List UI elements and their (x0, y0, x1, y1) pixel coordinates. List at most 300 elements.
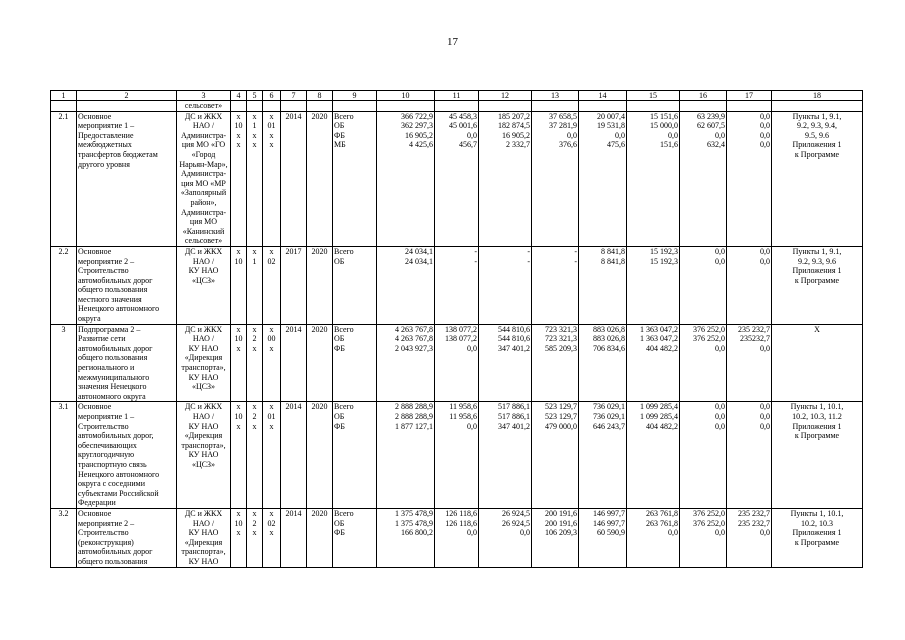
funding-source (333, 508, 377, 567)
funding-source-line: Всего (334, 324, 354, 334)
amount-value: 20 007,4 (597, 111, 625, 121)
program-table (50, 90, 863, 568)
amount-value: 0,0 (467, 130, 477, 140)
code-cell (231, 324, 247, 402)
code-value: х (236, 140, 241, 150)
executor-line: ДС и ЖКХ (184, 508, 223, 518)
amount-value: 1 363 047,2 (640, 334, 678, 344)
activity-name-line: Строительство (78, 528, 129, 538)
amount-value: 366 722,9 (401, 111, 433, 121)
continuation-cell (263, 101, 281, 112)
amount-cell (435, 111, 479, 246)
executor-line: сельсовет» (184, 236, 223, 246)
end-year: 2020 (307, 246, 333, 324)
amount-value: - (474, 246, 477, 256)
executor-line: КУ НАО (188, 343, 219, 353)
executor-line: «ЦСЗ» (191, 382, 216, 392)
code-value: х (269, 508, 274, 518)
activity-name-line: межбюджетных (78, 140, 132, 150)
amount-cell (627, 111, 680, 246)
amount-value: 2 332,7 (506, 140, 530, 150)
activity-name-line: местного значения (78, 294, 142, 304)
amount-cell (627, 246, 680, 324)
executor (177, 508, 231, 567)
reference-line: Пункты 1, 10.1, (790, 508, 844, 518)
reference-line: 10.2, 10.3 (801, 518, 833, 528)
funding-source-line: ОБ (334, 121, 345, 131)
reference (772, 324, 863, 402)
activity-name-line: Федерации (78, 498, 116, 508)
continuation-cell (247, 101, 263, 112)
amount-value: 479 000,0 (545, 421, 577, 431)
amount-value: 263 761,8 (646, 518, 678, 528)
funding-source-line: ФБ (334, 343, 345, 353)
amount-cell (377, 508, 435, 567)
amount-value: - (527, 256, 530, 266)
code-cell (247, 402, 263, 509)
code-value: х (269, 343, 274, 353)
reference-line: Приложения 1 (792, 140, 842, 150)
amount-value: 362 297,3 (401, 121, 433, 131)
amount-value: 0,0 (715, 412, 725, 421)
funding-source (333, 324, 377, 402)
amount-value: 347 401,2 (498, 421, 530, 431)
amount-value: 16 905,2 (502, 130, 530, 140)
funding-source-line: ОБ (334, 518, 345, 528)
executor-line: транспорта», (181, 547, 226, 557)
code-value: 1 (252, 121, 257, 131)
executor (177, 324, 231, 402)
code-cell (263, 324, 281, 402)
code-value: х (252, 421, 257, 431)
activity-name-line: автомобильных дорог, (78, 431, 154, 441)
column-header: 18 (772, 91, 863, 101)
table-row (51, 508, 863, 567)
amount-value: 37 281,9 (549, 121, 577, 131)
continuation-cell (680, 101, 727, 112)
column-header: 6 (263, 91, 281, 101)
amount-cell (680, 246, 727, 324)
executor-line: Администра- (180, 130, 227, 140)
code-value: х (236, 324, 241, 334)
executor-line: Администра- (180, 169, 227, 179)
funding-source-line: Всего (334, 508, 354, 518)
continuation-cell (281, 101, 307, 112)
amount-value: 8 841,8 (601, 256, 625, 266)
amount-value: 0,0 (760, 256, 770, 266)
amount-cell (532, 111, 579, 246)
activity-name-line: мероприятие 2 – (78, 256, 135, 266)
amount-cell (727, 111, 772, 246)
funding-source (333, 402, 377, 509)
funding-source-line: ОБ (334, 412, 345, 421)
column-header: 5 (247, 91, 263, 101)
amount-value: 45 001,6 (449, 121, 477, 131)
table-row (51, 111, 863, 246)
executor-line: ция МО «МР (181, 178, 226, 188)
reference-line: к Программе (794, 537, 840, 547)
activity-name-line: Основное (78, 402, 112, 412)
reference-line: к Программе (794, 275, 840, 285)
code-value: х (236, 246, 241, 256)
amount-value: 723 321,3 (545, 334, 577, 344)
end-year: 2020 (307, 402, 333, 509)
code-value: х (236, 111, 241, 121)
amount-value: 62 607,5 (697, 121, 725, 131)
executor-line: КУ НАО (188, 266, 219, 276)
reference-line: Приложения 1 (792, 266, 842, 276)
code-value: х (252, 111, 257, 121)
amount-cell (479, 402, 532, 509)
executor-line: НАО / (192, 518, 215, 528)
continuation-cell (627, 101, 680, 112)
executor-line: НАО / (192, 121, 215, 131)
start-year: 2014 (281, 508, 307, 567)
amount-cell (377, 246, 435, 324)
end-year: 2020 (307, 111, 333, 246)
activity-name-line: Ненецкого автономного (78, 469, 160, 479)
activity-name-line: значения Ненецкого (78, 382, 147, 392)
continuation-cell: сельсовет» (177, 101, 231, 112)
reference (772, 246, 863, 324)
executor-line: КУ НАО (188, 421, 219, 431)
activity-name-line: Подпрограмма 2 – (78, 324, 141, 334)
amount-value: 185 207,2 (498, 111, 530, 121)
amount-value: 63 239,9 (697, 111, 725, 121)
reference-line: 9.2, 9.3, 9.6 (798, 256, 836, 266)
amount-cell (579, 111, 627, 246)
code-cell (247, 324, 263, 402)
amount-value: 19 531,8 (597, 121, 625, 131)
amount-value: 235 232,7 (738, 518, 770, 528)
code-value: 10 (234, 518, 243, 528)
amount-value: 736 029,1 (593, 402, 625, 412)
amount-value: 4 263 767,8 (395, 324, 433, 334)
table-row (51, 246, 863, 324)
activity-name-line: (реконструкция) (78, 537, 134, 547)
activity-name-line: автомобильных дорог (78, 275, 153, 285)
amount-value: - (527, 246, 530, 256)
activity-name-line: Предоставление (78, 130, 134, 140)
amount-cell (579, 508, 627, 567)
code-value: 10 (234, 121, 243, 131)
amount-value: 0,0 (760, 412, 770, 421)
funding-source-line: ФБ (334, 421, 345, 431)
code-value: х (269, 246, 274, 256)
executor-line: КУ НАО (188, 528, 219, 538)
amount-value: 45 458,3 (449, 111, 477, 121)
amount-value: 235232,7 (740, 334, 770, 344)
amount-value: 376 252,0 (693, 518, 725, 528)
amount-value: 0,0 (715, 421, 725, 431)
funding-source-line: Всего (334, 111, 354, 121)
amount-value: 0,0 (760, 343, 770, 353)
amount-value: 0,0 (760, 246, 770, 256)
amount-value: 1 375 478,9 (395, 508, 433, 518)
end-year: 2020 (307, 324, 333, 402)
amount-value: 404 482,2 (646, 421, 678, 431)
continuation-cell (479, 101, 532, 112)
continuation-cell (435, 101, 479, 112)
amount-cell (579, 246, 627, 324)
executor-line: «Город (191, 149, 216, 159)
activity-name-line: Развитие сети (78, 334, 126, 344)
activity-name (77, 324, 177, 402)
amount-value: 0,0 (760, 121, 770, 131)
code-value: х (269, 324, 274, 334)
amount-value: 0,0 (715, 256, 725, 266)
amount-value: 544 810,6 (498, 324, 530, 334)
table-row (51, 324, 863, 402)
executor-line: «Канинский (182, 226, 225, 236)
continuation-cell (772, 101, 863, 112)
amount-cell (727, 324, 772, 402)
start-year: 2014 (281, 402, 307, 509)
amount-value: 1 877 127,1 (395, 421, 433, 431)
amount-value: 376 252,0 (693, 334, 725, 344)
amount-value: 126 118,6 (445, 518, 477, 528)
amount-value: 0,0 (715, 402, 725, 412)
amount-value: 475,6 (607, 140, 625, 150)
activity-name-line: другого уровня (78, 159, 130, 169)
code-value: х (269, 421, 274, 431)
executor-line: НАО / (192, 256, 215, 266)
amount-value: 2 888 288,9 (395, 412, 433, 421)
amount-value: 138 077,2 (445, 324, 477, 334)
code-value: 2 (252, 518, 257, 528)
code-value: х (236, 508, 241, 518)
code-cell (247, 111, 263, 246)
amount-value: 883 026,8 (593, 334, 625, 344)
reference-line: Пункты 1, 9.1, (792, 246, 842, 256)
amount-value: 24 034,1 (405, 256, 433, 266)
column-header: 11 (435, 91, 479, 101)
column-header: 7 (281, 91, 307, 101)
amount-cell (479, 111, 532, 246)
executor-line: транспорта», (181, 440, 226, 450)
amount-cell (680, 111, 727, 246)
continuation-cell (231, 101, 247, 112)
amount-cell (377, 111, 435, 246)
start-year: 2014 (281, 111, 307, 246)
amount-value: 376 252,0 (693, 324, 725, 334)
amount-value: 0,0 (520, 528, 530, 538)
amount-value: 0,0 (567, 130, 577, 140)
column-header: 9 (333, 91, 377, 101)
column-header: 17 (727, 91, 772, 101)
funding-source-line: ФБ (334, 130, 345, 140)
executor-line: ДС и ЖКХ (184, 324, 223, 334)
amount-value: 523 129,7 (545, 412, 577, 421)
code-value: х (252, 343, 257, 353)
amount-value: 0,0 (760, 140, 770, 150)
executor-line: НАО / (192, 334, 215, 344)
amount-value: 1 375 478,9 (395, 518, 433, 528)
amount-cell (479, 324, 532, 402)
amount-value: 0,0 (760, 402, 770, 412)
row-number: 3 (51, 324, 77, 402)
activity-name-line: округа с соседними (78, 479, 145, 489)
code-value: х (236, 421, 241, 431)
amount-cell (532, 324, 579, 402)
reference-line: Пункты 1, 9.1, (792, 111, 842, 121)
column-header: 15 (627, 91, 680, 101)
amount-cell (435, 402, 479, 509)
code-value: х (269, 111, 274, 121)
amount-value: 0,0 (760, 528, 770, 538)
amount-value: 151,6 (660, 140, 678, 150)
amount-value: 235 232,7 (738, 508, 770, 518)
code-value: х (269, 402, 274, 412)
code-value: х (236, 343, 241, 353)
amount-value: 544 810,6 (498, 334, 530, 344)
reference (772, 402, 863, 509)
amount-cell (532, 508, 579, 567)
amount-value: 376,6 (559, 140, 577, 150)
amount-value: 0,0 (668, 130, 678, 140)
activity-name-line: автомобильных дорог (78, 547, 153, 557)
code-value: х (252, 508, 257, 518)
amount-cell (532, 246, 579, 324)
activity-name-line: Основное (78, 111, 112, 121)
amount-cell (377, 324, 435, 402)
continuation-cell (532, 101, 579, 112)
activity-name-line: мероприятие 1 – (78, 121, 135, 131)
amount-cell (579, 402, 627, 509)
reference-line: Пункты 1, 10.1, (790, 402, 844, 412)
amount-cell (479, 246, 532, 324)
amount-cell (435, 324, 479, 402)
code-value: 00 (267, 334, 276, 344)
code-value: 2 (252, 334, 257, 344)
executor-line: «ЦСЗ» (191, 275, 216, 285)
funding-source (333, 111, 377, 246)
amount-value: 60 590,9 (597, 528, 625, 538)
amount-cell (727, 508, 772, 567)
executor (177, 402, 231, 509)
continuation-cell (377, 101, 435, 112)
amount-cell (627, 402, 680, 509)
code-cell (231, 246, 247, 324)
activity-name (77, 508, 177, 567)
amount-value: 146 997,7 (593, 508, 625, 518)
reference (772, 508, 863, 567)
activity-name-line: общего пользования (78, 285, 148, 295)
executor-line: ция МО «ГО (181, 140, 226, 150)
amount-value: 24 034,1 (405, 246, 433, 256)
amount-cell (680, 402, 727, 509)
code-value: 01 (267, 412, 276, 421)
code-cell (263, 246, 281, 324)
amount-cell (727, 246, 772, 324)
continuation-cell (727, 101, 772, 112)
code-value: 1 (252, 256, 257, 266)
code-value: х (269, 528, 274, 538)
column-header: 8 (307, 91, 333, 101)
funding-source-line: Всего (334, 402, 354, 412)
reference-line: 9.5, 9.6 (805, 130, 829, 140)
row-number: 2.2 (51, 246, 77, 324)
amount-value: 263 761,8 (646, 508, 678, 518)
activity-name-line: округа (78, 314, 101, 324)
code-value: х (252, 140, 257, 150)
executor-line: «Дирекция (184, 353, 223, 363)
activity-name-line: обеспечивающих (78, 440, 137, 450)
code-cell (263, 402, 281, 509)
amount-value: 0,0 (760, 421, 770, 431)
amount-value: 0,0 (715, 130, 725, 140)
executor-line: «ЦСЗ» (191, 459, 216, 469)
amount-value: 0,0 (760, 111, 770, 121)
amount-value: 736 029,1 (593, 412, 625, 421)
executor-line: «Дирекция (184, 537, 223, 547)
funding-source-line: Всего (334, 246, 354, 256)
amount-value: 1 099 285,4 (640, 412, 678, 421)
funding-source-line: ФБ (334, 528, 345, 538)
table-row (51, 402, 863, 509)
reference-line: 9.2, 9.3, 9.4, (797, 121, 837, 131)
continuation-row (51, 101, 863, 112)
executor-line: ДС и ЖКХ (184, 111, 223, 121)
amount-value: 15 151,6 (650, 111, 678, 121)
amount-cell (680, 324, 727, 402)
code-value: х (252, 528, 257, 538)
executor-line: ДС и ЖКХ (184, 246, 223, 256)
executor-line: Администра- (180, 207, 227, 217)
activity-name-line: Строительство (78, 421, 129, 431)
executor-line: КУ НАО (188, 372, 219, 382)
amount-cell (627, 324, 680, 402)
column-header: 12 (479, 91, 532, 101)
amount-value: 723 321,3 (545, 324, 577, 334)
column-header: 3 (177, 91, 231, 101)
row-number: 3.1 (51, 402, 77, 509)
executor-line: транспорта», (181, 363, 226, 373)
reference-line: к Программе (794, 431, 840, 441)
amount-cell (377, 402, 435, 509)
code-cell (247, 246, 263, 324)
amount-value: 706 834,6 (593, 343, 625, 353)
code-cell (231, 402, 247, 509)
code-value: 02 (267, 518, 276, 528)
amount-cell (579, 324, 627, 402)
column-header: 1 (51, 91, 77, 101)
executor-line: «Заполярный (180, 188, 227, 198)
amount-value: 11 958,6 (449, 412, 477, 421)
amount-value: 200 191,6 (545, 518, 577, 528)
amount-value: 0,0 (467, 343, 477, 353)
amount-value: 11 958,6 (449, 402, 477, 412)
activity-name-line: круглогодичную (78, 450, 135, 460)
code-value: х (252, 246, 257, 256)
amount-cell (435, 246, 479, 324)
activity-name-line: Ненецкого автономного (78, 304, 160, 314)
amount-cell (532, 402, 579, 509)
amount-value: - (574, 256, 577, 266)
amount-value: 182 874,5 (498, 121, 530, 131)
code-value: х (236, 528, 241, 538)
row-number: 3.2 (51, 508, 77, 567)
amount-value: 15 000,0 (650, 121, 678, 131)
end-year: 2020 (307, 508, 333, 567)
amount-value: 15 192,3 (650, 256, 678, 266)
activity-name-line: транспортную связь (78, 459, 147, 469)
amount-value: 4 263 767,8 (395, 334, 433, 344)
amount-value: 200 191,6 (545, 508, 577, 518)
code-value: 02 (267, 256, 276, 266)
reference-line: Х (814, 324, 820, 334)
amount-value: - (474, 256, 477, 266)
